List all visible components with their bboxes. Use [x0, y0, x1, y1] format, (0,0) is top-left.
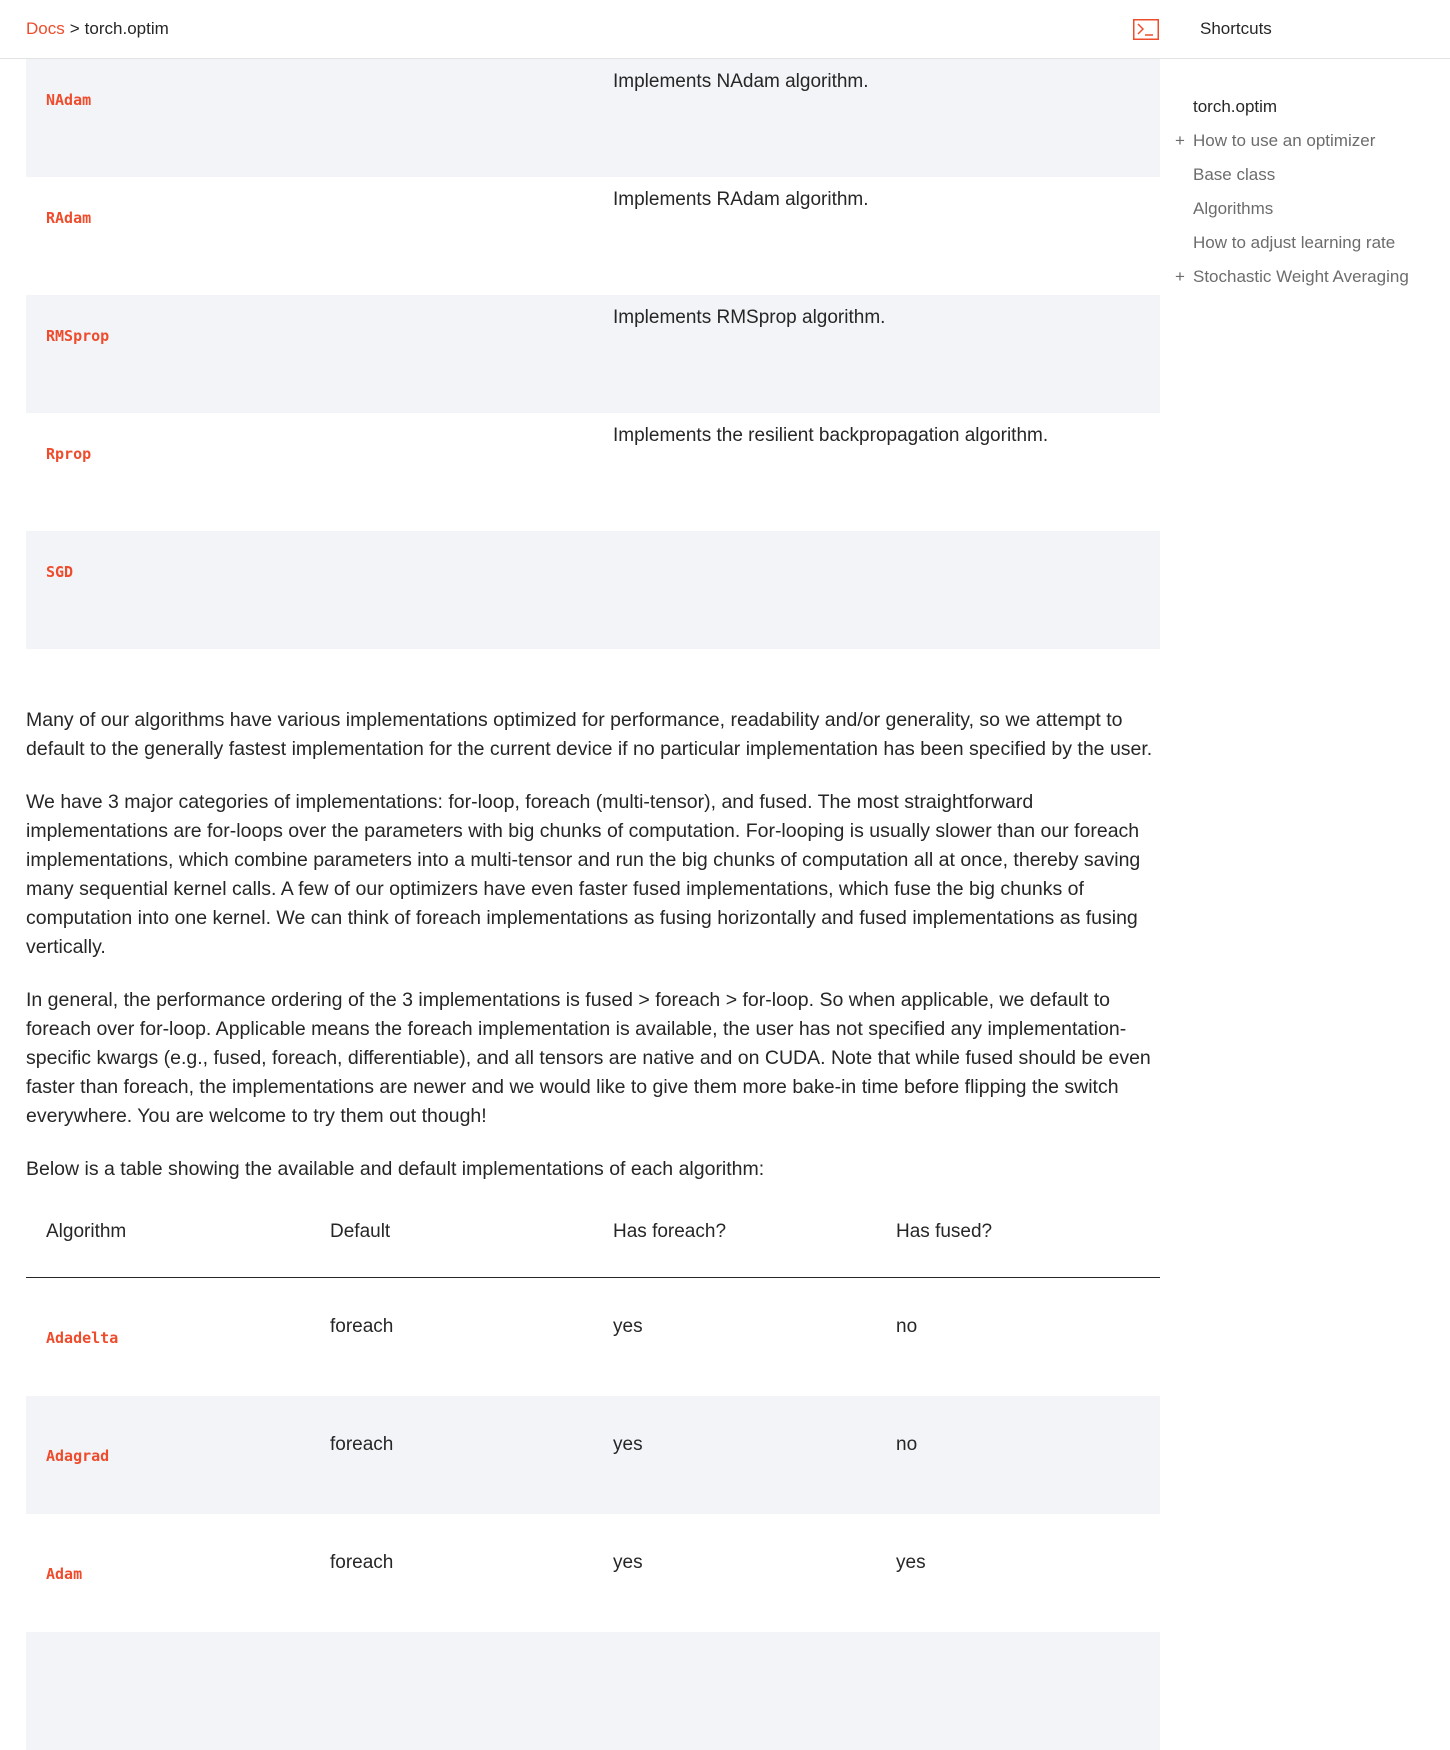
algorithm-link[interactable]: Rprop — [46, 445, 92, 463]
paragraph-performance-ordering: In general, the performance ordering of the 3 implementations is fused > foreach > for-loop. So when applicable, we default to foreach over for-loop. Applicable means the foreach implementation is available, the user has not specified any implementation-specific kwargs (e.g., fused, foreach, differentiable), and all tensors are native and on CUDA. Note that while fused should be even faster than foreach, the implementations are newer and we would like to give them more bake-in time before flipping the switch everywhere. You are welcome to try them out though! — [26, 989, 1151, 1127]
algorithm-link[interactable]: Adagrad — [46, 1447, 110, 1465]
toc-item-label: Base class — [1193, 165, 1276, 184]
algorithm-link[interactable]: Adadelta — [46, 1329, 119, 1347]
toc-item-algorithms[interactable] — [1175, 192, 1445, 226]
has-fused-cell: no — [896, 1316, 918, 1337]
table-row — [26, 1278, 1160, 1396]
expand-icon[interactable]: + — [1175, 267, 1185, 286]
algorithm-link[interactable]: NAdam — [46, 91, 92, 109]
expand-icon[interactable]: + — [1175, 131, 1185, 150]
top-header — [0, 0, 1450, 59]
algorithms-table — [26, 59, 1160, 649]
table-row-partial — [26, 1632, 1160, 1750]
paragraph-table-intro: Below is a table showing the available and default implementations of each algorithm: — [26, 1158, 765, 1180]
breadcrumb-docs-link[interactable]: Docs — [26, 19, 65, 38]
main-content — [26, 59, 1160, 1750]
table-header — [26, 1188, 1160, 1278]
has-fused-cell: no — [896, 1434, 918, 1455]
table-row — [26, 1514, 1160, 1632]
terminal-icon[interactable] — [1133, 19, 1159, 40]
header-has-fused: Has fused? — [896, 1221, 993, 1242]
header-algorithm: Algorithm — [46, 1221, 127, 1242]
has-foreach-cell: yes — [613, 1434, 643, 1455]
algorithm-link[interactable]: SGD — [46, 563, 74, 581]
toc-item-label: How to adjust learning rate — [1193, 233, 1396, 252]
algorithm-link[interactable]: Adam — [46, 1565, 83, 1583]
default-cell: foreach — [330, 1316, 394, 1337]
has-fused-cell: yes — [896, 1552, 926, 1573]
table-row — [26, 531, 1160, 649]
breadcrumb-current: torch.optim — [84, 19, 169, 38]
paragraph-implementation-categories: We have 3 major categories of implementations: for-loop, foreach (multi-tensor), and fused. The most straightforward implementations are for-loops over the parameters with big chunks of computation. For-looping is usually slower than our foreach implementations, which combine parameters into a multi-tensor and run the big chunks of computation all at once, thereby saving many sequential kernel calls. A few of our optimizers have even faster fused implementations, which fuse the big chunks of computation into one kernel. We can think of foreach implementations as fusing horizontally and fused implementations as fusing vertically. — [26, 791, 1141, 958]
toc-item-torch-optim[interactable] — [1175, 90, 1445, 124]
shortcuts-toc — [1175, 90, 1445, 294]
default-cell: foreach — [330, 1434, 394, 1455]
algorithm-description: Implements RMSprop algorithm. — [613, 307, 886, 328]
has-foreach-cell: yes — [613, 1316, 643, 1337]
table-row — [26, 59, 1160, 177]
table-row — [26, 295, 1160, 413]
algorithm-description: Implements the resilient backpropagation algorithm. — [613, 425, 1049, 446]
toc-item-label: Stochastic Weight Averaging — [1193, 267, 1409, 286]
header-default: Default — [330, 1221, 391, 1242]
has-foreach-cell: yes — [613, 1552, 643, 1573]
breadcrumb-separator: > — [69, 19, 80, 38]
shortcuts-title: Shortcuts — [1200, 19, 1272, 38]
toc-item-label: How to use an optimizer — [1193, 131, 1376, 150]
table-row — [26, 177, 1160, 295]
table-row — [26, 413, 1160, 531]
algorithm-description: Implements RAdam algorithm. — [613, 189, 869, 210]
algorithm-description: Implements NAdam algorithm. — [613, 71, 869, 92]
paragraph-implementations-intro: Many of our algorithms have various implementations optimized for performance, readability and/or generality, so we attempt to default to the generally fastest implementation for the current device if no particular implementation has been specified by the user. — [26, 709, 1153, 760]
toc-item-label: torch.optim — [1193, 97, 1278, 116]
algorithm-link[interactable]: RMSprop — [46, 327, 110, 345]
default-cell: foreach — [330, 1552, 394, 1573]
toc-item-stochastic-weight-averaging[interactable] — [1175, 260, 1445, 294]
toc-item-label: Algorithms — [1193, 199, 1274, 218]
toc-item-adjust-learning-rate[interactable] — [1175, 226, 1445, 260]
toc-item-how-to-use-optimizer[interactable] — [1175, 124, 1445, 158]
table-row — [26, 1396, 1160, 1514]
algorithm-link[interactable]: RAdam — [46, 209, 92, 227]
header-has-foreach: Has foreach? — [613, 1221, 727, 1242]
implementations-table — [26, 1188, 1160, 1750]
breadcrumb — [26, 19, 169, 39]
toc-item-base-class[interactable] — [1175, 158, 1445, 192]
